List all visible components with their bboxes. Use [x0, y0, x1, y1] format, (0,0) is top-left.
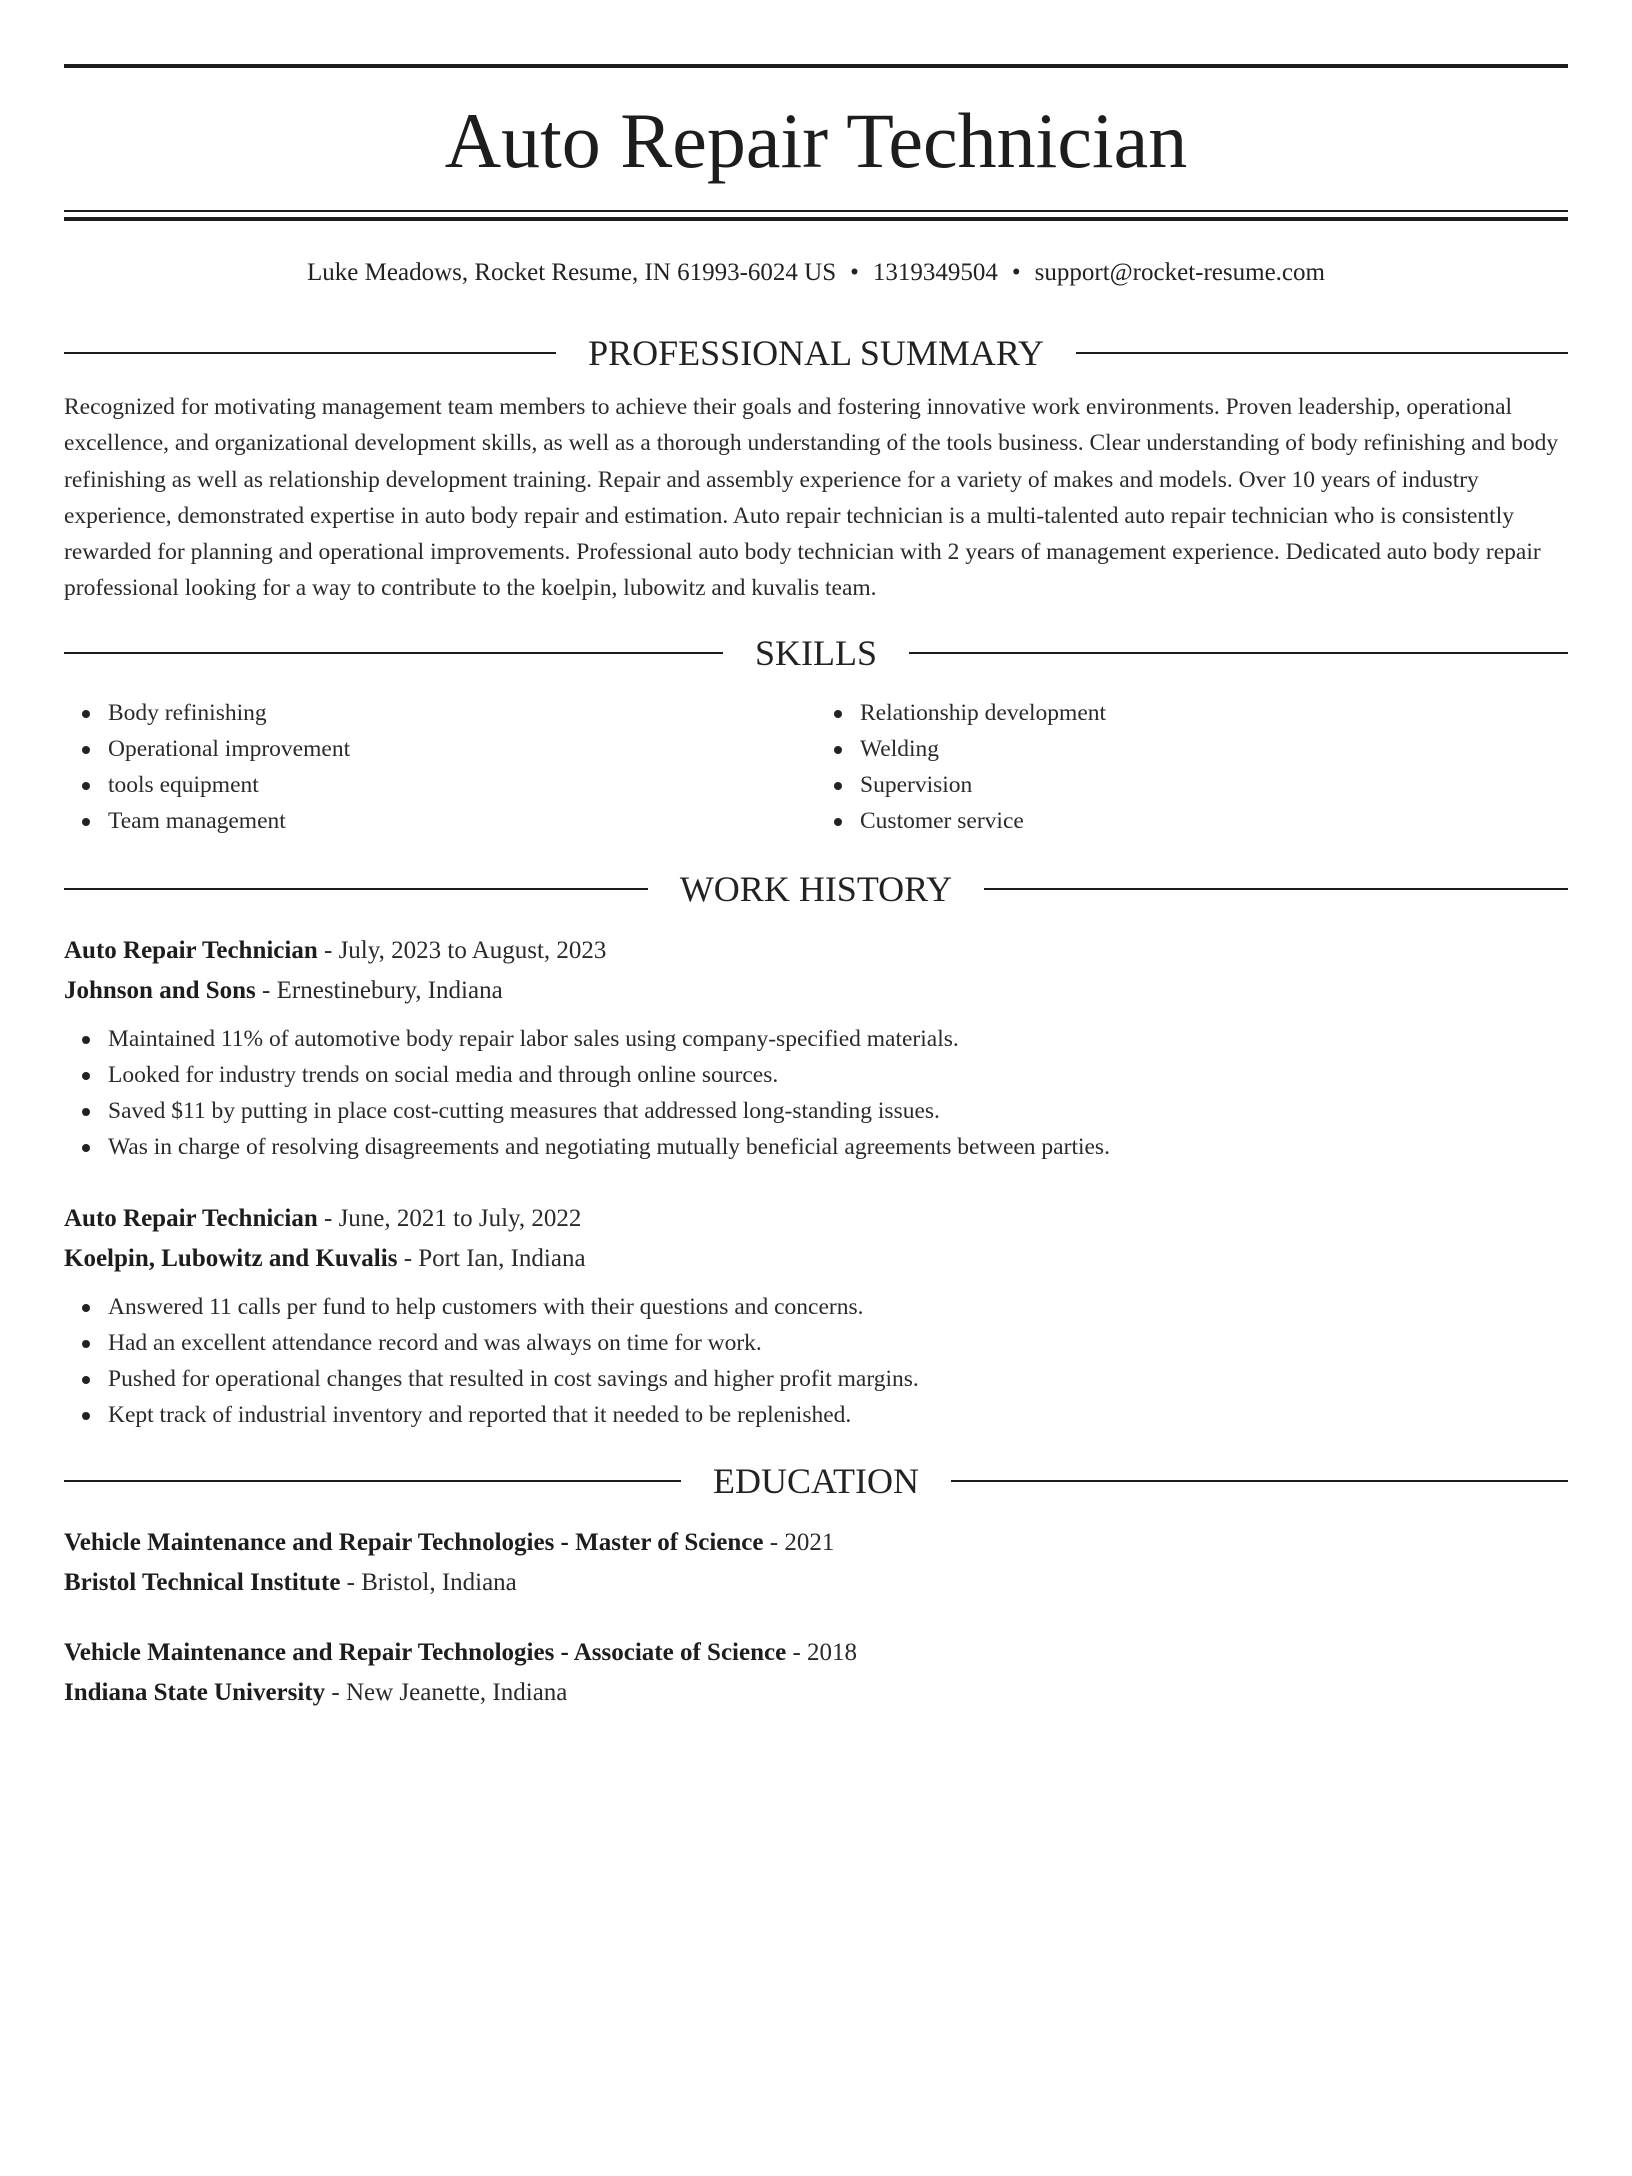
- summary-text: Recognized for motivating management team members to achieve their goals and fostering innovative work environments. Proven leadership, operational excellence, and organizational development skills, as well as a thorough understanding of the tools business. Clear understanding of body refinishing and body refinishing as well as relationship development training. Repair and assembly experience for a variety of makes and models. Over 10 years of industry experience, demonstrated expertise in auto body repair and estimation. Auto repair technician is a multi-talented auto repair technician who is consistently rewarded for planning and operational improvements. Professional auto body technician with 2 years of management experience. Dedicated auto body repair professional looking for a way to contribute to the koelpin, lubowitz and kuvalis team.: [64, 394, 1559, 602]
- heading-rule: [909, 652, 1568, 654]
- skill-item: tools equipment: [108, 767, 816, 803]
- job-dates: - July, 2023 to August, 2023: [317, 936, 607, 964]
- education-location: - New Jeanette, Indiana: [325, 1678, 568, 1706]
- education-school-line: [64, 1563, 1568, 1603]
- work-heading-label: WORK HISTORY: [679, 868, 953, 909]
- job-bullet: Had an excellent attendance record and was always on time for work.: [108, 1325, 1568, 1361]
- resume-title: Auto Repair Technician: [444, 97, 1188, 184]
- job-company-line: [64, 1239, 1568, 1279]
- job-title: Auto Repair Technician: [64, 1204, 318, 1232]
- education-degree-line: [64, 1523, 1568, 1563]
- title-double-rule: [64, 210, 1568, 221]
- job-location: - Port Ian, Indiana: [397, 1244, 586, 1272]
- education-entry: [64, 1523, 1568, 1603]
- job-company: Koelpin, Lubowitz and Kuvalis: [64, 1244, 398, 1272]
- job-location: - Ernestinebury, Indiana: [255, 976, 503, 1004]
- education-degree-line: [64, 1633, 1568, 1673]
- skill-item: Operational improvement: [108, 731, 816, 767]
- contact-email: support@rocket-resume.com: [1034, 259, 1325, 286]
- skills-heading: [64, 633, 1568, 673]
- skill-item: Relationship development: [860, 695, 1568, 731]
- job-bullet: Saved $11 by putting in place cost-cutting measures that addressed long-standing issues.: [108, 1093, 1568, 1129]
- heading-rule: [984, 888, 1568, 890]
- summary-heading: [64, 333, 1568, 373]
- education-heading-label: EDUCATION: [713, 1460, 919, 1501]
- job-title: Auto Repair Technician: [64, 936, 318, 964]
- job-company: Johnson and Sons: [64, 976, 256, 1004]
- job-bullet: Kept track of industrial inventory and reported that it needed to be replenished.: [108, 1397, 1568, 1433]
- job-bullet: Answered 11 calls per fund to help customers with their questions and concerns.: [108, 1289, 1568, 1325]
- job-bullet: Maintained 11% of automotive body repair labor sales using company-specified materials.: [108, 1021, 1568, 1057]
- job-bullet: Looked for industry trends on social media and through online sources.: [108, 1057, 1568, 1093]
- job-title-line: [64, 931, 1568, 971]
- education-school: Bristol Technical Institute: [64, 1568, 341, 1596]
- job-dates: - June, 2021 to July, 2022: [317, 1204, 582, 1232]
- education-heading: [64, 1461, 1568, 1501]
- heading-rule: [64, 652, 723, 654]
- education-location: - Bristol, Indiana: [340, 1568, 517, 1596]
- education-degree: Vehicle Maintenance and Repair Technologies - Associate of Science: [64, 1638, 787, 1666]
- education-year: - 2021: [763, 1528, 835, 1556]
- education-school: Indiana State University: [64, 1678, 326, 1706]
- summary-heading-label: PROFESSIONAL SUMMARY: [588, 333, 1044, 373]
- skills-column-right: [816, 695, 1568, 839]
- education-school-line: [64, 1673, 1568, 1713]
- work-heading: [64, 869, 1568, 909]
- education-degree: Vehicle Maintenance and Repair Technologies - Master of Science: [64, 1528, 764, 1556]
- skill-item: Body refinishing: [108, 695, 816, 731]
- skills-list: [64, 695, 1568, 839]
- contact-line: [64, 257, 1568, 289]
- contact-phone: 1319349504: [872, 259, 998, 286]
- skills-heading-label: SKILLS: [755, 632, 878, 673]
- education-year: - 2018: [786, 1638, 858, 1666]
- skill-item: Customer service: [860, 803, 1568, 839]
- contact-separator: •: [850, 259, 859, 286]
- resume-page: [0, 64, 1632, 2176]
- job-entry: [64, 1199, 1568, 1433]
- heading-rule: [1076, 352, 1568, 354]
- contact-separator: •: [1011, 259, 1021, 286]
- job-bullets: [64, 1021, 1568, 1165]
- heading-rule: [951, 1480, 1568, 1482]
- skill-item: Team management: [108, 803, 816, 839]
- heading-rule: [64, 1480, 681, 1482]
- job-bullet: Was in charge of resolving disagreements and negotiating mutually beneficial agreements between parties.: [108, 1129, 1568, 1165]
- job-title-line: [64, 1199, 1568, 1239]
- top-rule: [64, 64, 1568, 68]
- job-company-line: [64, 971, 1568, 1011]
- job-bullet: Pushed for operational changes that resulted in cost savings and higher profit margins.: [108, 1361, 1568, 1397]
- job-entry: [64, 931, 1568, 1165]
- skill-item: Supervision: [860, 767, 1568, 803]
- education-entry: [64, 1633, 1568, 1713]
- job-bullets: [64, 1289, 1568, 1433]
- heading-rule: [64, 888, 648, 890]
- skills-column-left: [64, 695, 816, 839]
- skill-item: Welding: [860, 731, 1568, 767]
- contact-address: Luke Meadows, Rocket Resume, IN 61993-6024 US: [307, 259, 837, 286]
- heading-rule: [64, 352, 556, 354]
